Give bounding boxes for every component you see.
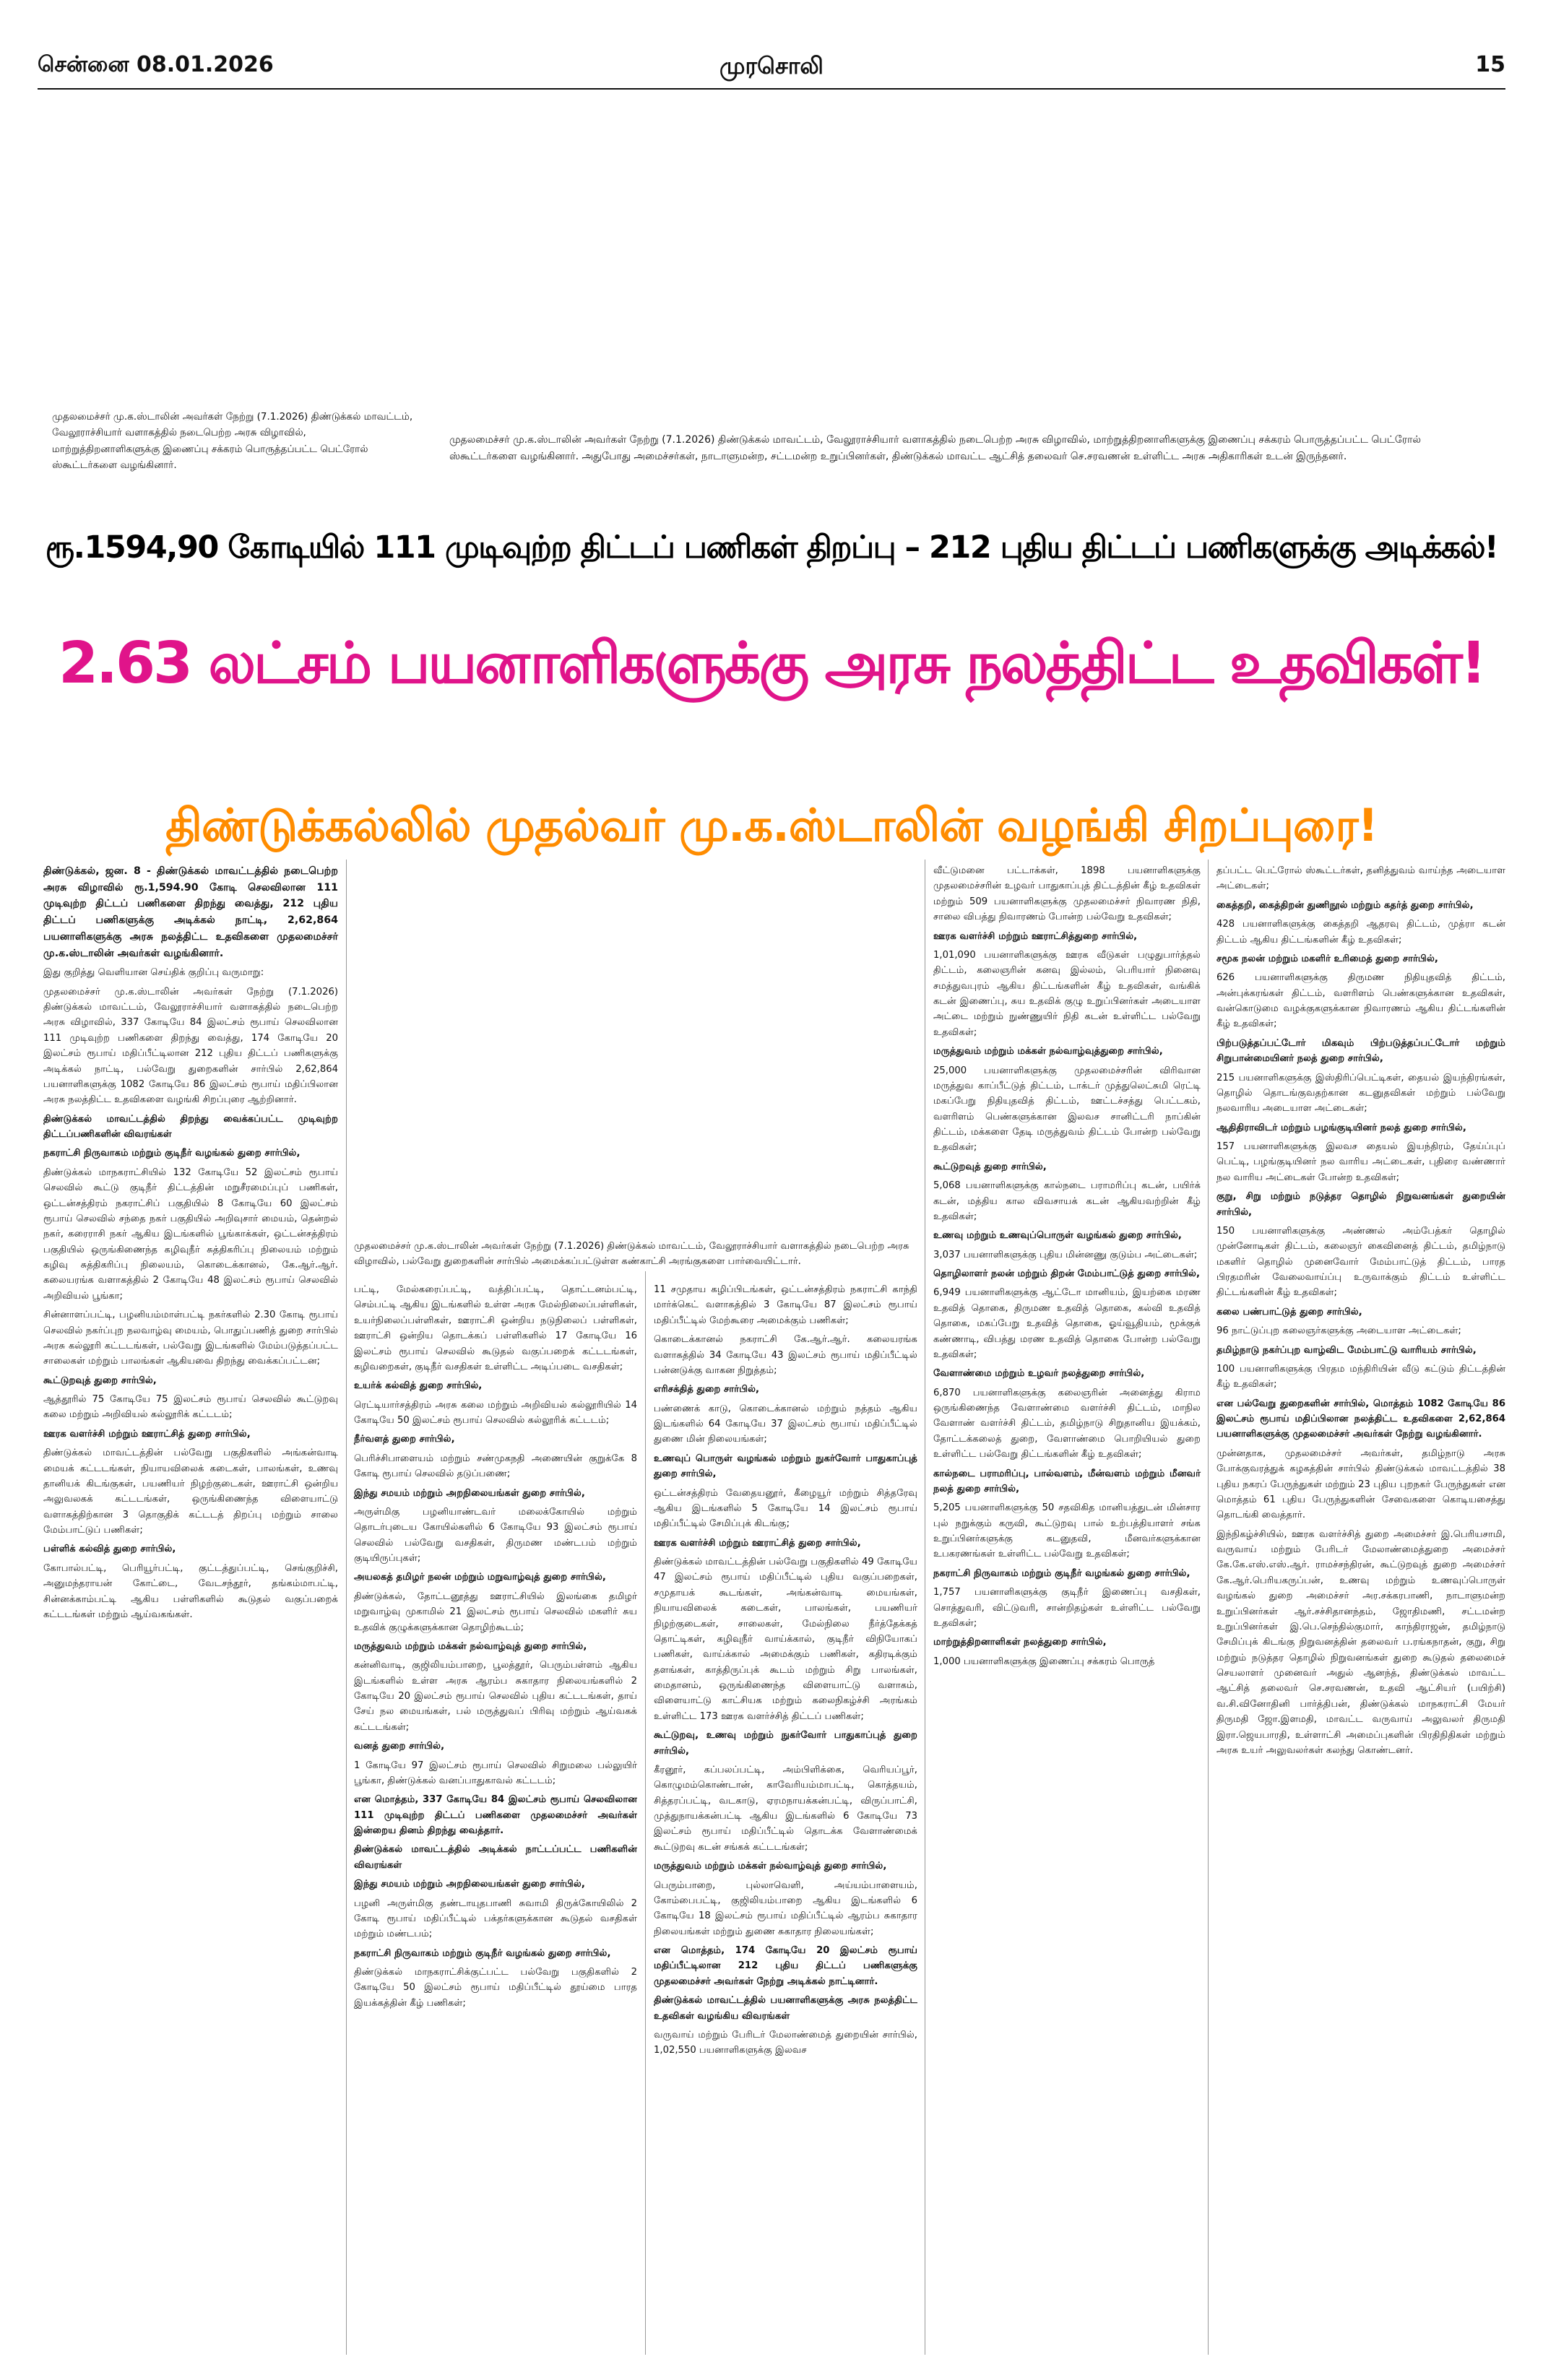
header-rule bbox=[38, 88, 1505, 90]
paragraph: அருள்மிகு பழனியாண்டவர் மலைக்கோயில் மற்றும் தொடர்புடைய கோயில்களில் 6 கோடியே 93 இலட்சம் ரூபாய் செலவில் பல்வேறு வசதிகள், திருமண மண்டபம் மற்றும் குடியிருப்புகள்; bbox=[354, 1506, 637, 1564]
paragraph: சின்னாளப்பட்டி, பழனியம்மாள்பட்டி நகர்களில் 2.30 கோடி ரூபாய் செலவில் நகர்ப்புற நலவாழ்வு மையம், பொதுப்பணித் துறை சார்பில் அரசு கல்லூரி கட்டடங்கள், பல்வேறு இடங்களில் மேம்படுத்தப்பட்ட சாலைகள் மற்றும் பாலங்கள் ஆகியவை திறந்து வைக்கப்பட்டன; bbox=[43, 1310, 338, 1367]
paragraph: திண்டுக்கல் மாவட்டத்தின் பல்வேறு பகுதிகளில் அங்கன்வாடி மையக் கட்டடங்கள், நியாயவிலைக் கடைகள், பாலங்கள், உணவு தானியக் கிடங்குகள், பயணியர் நிழற்குடைகள், ஊராட்சி ஒன்றிய அலுவலகக் கட்டடங்கள், ஒருங்கிணைந்த விளையாட்டு வளாகத்திற்கான 3 தொகுதிக் கட்டடத் திறப்பு மற்றும் சாலை மேம்பாட்டுப் பணிகள்; bbox=[43, 1448, 338, 1536]
summary-paragraph: என மொத்தம், 337 கோடியே 84 இலட்சம் ரூபாய் செலவிலான 111 முடிவுற்ற திட்டப் பணிகளை முதலமைச்சர் அவர்கள் இன்றைய தினம் திறந்து வைத்தார். bbox=[354, 1794, 637, 1836]
paragraph: கீரனூர், கப்பலப்பட்டி, அம்பிளிக்கை, வெரியப்பூர், கொழுமம்கொண்டான், காவேரியம்மாபட்டி, கொத்தயம், சித்தரப்பட்டி, வடகாடு, ஏரமநாயக்கன்பட்டி, விருப்பாட்சி, முத்துநாயக்கன்பட்டி ஆகிய இடங்களில் 6 கோடியே 73 இலட்சம் ரூபாய் மதிப்பீட்டில் தொடக்க வேளாண்மைக் கூட்டுறவு கடன் சங்கக் கட்டடங்கள்; bbox=[654, 1764, 917, 1853]
column-rule-2 bbox=[645, 1271, 646, 2355]
paragraph: பெரும்பாறை, புல்லாவெளி, அய்யம்பாளையம், கோம்பைபட்டி, குஜிலியம்பாறை ஆகிய இடங்களில் 6 கோடியே 18 இலட்சம் ரூபாய் மதிப்பீட்டில் ஆரம்ப சுகாதார நிலையங்கள் மற்றும் துணை சுகாதார நிலையங்கள்; bbox=[654, 1879, 917, 1937]
paragraph: 1,01,090 பயனாளிகளுக்கு ஊரக வீடுகள் பழுதுபார்த்தல் திட்டம், கலைஞரின் கனவு இல்லம், பெரியார் நினைவு சமத்துவபுரம் ஆகிய திட்டங்களின் கீழ் உதவிகள், வங்கிக் கடன் இணைப்பு, சுய உதவிக் குழு உறுப்பினர்கள் அடையாள அட்டை மற்றும் நுண்ணுயிர் நிதி கடன் உள்ளிட்ட பல்வேறு உதவிகள்; bbox=[933, 949, 1201, 1038]
section-heading: ஆதிதிராவிடர் மற்றும் பழங்குடியினர் நலத் துறை சார்பில், bbox=[1216, 1122, 1466, 1133]
photo-caption-middle: முதலமைச்சர் மு.க.ஸ்டாலின் அவர்கள் நேற்று (7.1.2026) திண்டுக்கல் மாவட்டம், வேலூராச்சியார் வளாகத்தில் நடைபெற்ற அரசு விழாவில், பல்வேறு துறைகளின் சார்பில் அமைக்கப்பட்டுள்ள கண்காட்சி அரங்குகளை பார்வையிட்டார். bbox=[354, 1241, 909, 1268]
newspaper-name: முரசொலி bbox=[719, 52, 824, 79]
section-heading: உயர்க் கல்வித் துறை சார்பில், bbox=[354, 1380, 483, 1392]
paragraph: வீட்டுமனை பட்டாக்கள், 1898 பயனாளிகளுக்கு முதலமைச்சரின் உழவர் பாதுகாப்புத் திட்டத்தின் கீழ் உதவிகள் மற்றும் 509 பயனாளிகளுக்கு முதலமைச்சர் நிவாரண நிதி, சாலை விபத்து நிவாரணம் போன்ற பல்வேறு உதவிகள்; bbox=[933, 865, 1201, 923]
section-heading: நகராட்சி நிருவாகம் மற்றும் குடிநீர் வழங்கல் துறை சார்பில், bbox=[354, 1947, 611, 1959]
section-heading: குறு, சிறு மற்றும் நடுத்தர தொழில் நிறுவனங்கள் துறையின் சார்பில், bbox=[1216, 1191, 1505, 1218]
paragraph: பண்ணைக் காடு, கொடைக்கானல் மற்றும் நத்தம் ஆகிய இடங்களில் 64 கோடியே 37 இலட்சம் ரூபாய் மதிப்பீட்டில் துணை மின் நிலையங்கள்; bbox=[654, 1403, 917, 1445]
paragraph: 6,949 பயனாளிகளுக்கு ஆட்டோ மானியம், இயற்கை மரண உதவித் தொகை, திருமண உதவித் தொகை, கல்வி உதவித் தொகை, மகப்பேறு உதவித் தொகை, ஓய்வூதியம், மூக்குக் கண்ணாடி, விபத்து மரண உதவித் தொகை போன்ற பல்வேறு உதவிகள்; bbox=[933, 1287, 1201, 1360]
section-heading: கலை பண்பாட்டுத் துறை சார்பில், bbox=[1216, 1306, 1362, 1317]
paragraph: 3,037 பயனாளிகளுக்கு புதிய மின்னணு குடும்ப அட்டைகள்; bbox=[933, 1249, 1198, 1260]
paragraph: 100 பயனாளிகளுக்கு பிரதம மந்திரியின் வீடு கட்டும் திட்டத்தின் கீழ் உதவிகள்; bbox=[1216, 1363, 1505, 1390]
section-heading: இந்து சமயம் மற்றும் அறநிலையங்கள் துறை சார்பில், bbox=[354, 1879, 585, 1890]
paragraph: ரெட்டியார்சத்திரம் அரசு கலை மற்றும் அறிவியல் கல்லூரியில் 14 கோடியே 50 இலட்சம் ரூபாய் செலவில் கல்லூரிக் கட்டடம்; bbox=[354, 1399, 637, 1426]
section-heading: உணவுப் பொருள் வழங்கல் மற்றும் நுகர்வோர் பாதுகாப்புத் துறை சார்பில், bbox=[654, 1453, 917, 1480]
paragraph: 1 கோடியே 97 இலட்சம் ரூபாய் செலவில் சிறுமலை பல்லுயிர் பூங்கா, திண்டுக்கல் வனப்பாதுகாவல் கட்டடம்; bbox=[354, 1760, 637, 1786]
section-heading: மாற்றுத்திறனாளிகள் நலத்துறை சார்பில், bbox=[933, 1637, 1107, 1648]
section-heading: அயலகத் தமிழர் நலன் மற்றும் மறுவாழ்வுத் துறை சார்பில், bbox=[354, 1572, 606, 1583]
article-column-2 bbox=[354, 1282, 637, 2015]
paragraph: பழனி அருள்மிகு தண்டாயுதபாணி சுவாமி திருக்கோயிலில் 2 கோடி ரூபாய் மதிப்பீட்டில் பக்தர்களுக்கான கூடுதல் வசதிகள் மற்றும் மண்டபம்; bbox=[354, 1897, 637, 1940]
section-heading: வனத் துறை சார்பில், bbox=[354, 1741, 445, 1752]
paragraph: திண்டுக்கல் மாவட்டத்தின் பல்வேறு பகுதிகளில் 49 கோடியே 47 இலட்சம் ரூபாய் மதிப்பீட்டில் புதிய வகுப்பறைகள், சமுதாயக் கூடங்கள், அங்கன்வாடி மையங்கள், நியாயவிலைக் கடைகள், பாலங்கள், பயணியர் நிழற்குடைகள், சாலைகள், மேல்நிலை நீர்த்தேக்கத் தொட்டிகள், கழிவுநீர் வாய்க்கால், குடிநீர் விநியோகப் பணிகள், வாய்க்கால் அமைக்கும் பணிகள், கதிரடிக்கும் தளங்கள், காத்திருப்புக் கூடம் மற்றும் சிறு பாலங்கள், மைதானம், ஒருங்கிணைந்த விளையாட்டு வளாகம், விளையாட்டு காட்சியக மற்றும் கலைநிகழ்ச்சி அரங்கம் உள்ளிட்ட 173 ஊரக வளர்ச்சித் திட்டப் பணிகள்; bbox=[654, 1557, 917, 1722]
paragraph: இது குறித்து வெளியான செய்திக் குறிப்பு வருமாறு: bbox=[43, 967, 264, 979]
paragraph: இந்நிகழ்ச்சியில், ஊரக வளர்ச்சித் துறை அமைச்சர் இ.பெரியசாமி, வருவாய் மற்றும் பேரிடர் மேலாண்மைத்துறை அமைச்சர் கே.கே.எஸ்.எஸ்.ஆர். ராமச்சந்திரன், கூட்டுறவுத் துறை அமைச்சர் கே.ஆர்.பெரியகருப்பன், உணவு மற்றும் உணவுப்பொருள் வழங்கல் துறை அமைச்சர் அர.சக்கரபாணி, நாடாளுமன்ற உறுப்பினர்கள் ஆர்.சச்சிதானந்தம், ஜோதிமணி, சட்டமன்ற உறுப்பினர்கள் இ.பெ.செந்தில்குமார், காந்திராஜன், தமிழ்நாடு சேமிப்புக் கிடங்கு நிறுவனத்தின் தலைவர் ப.ரங்கநாதன், குறு, சிறு மற்றும் நடுத்தர தொழில் நிறுவனங்கள் துறை கூடுதல் தலைமைச் செயலாளர் முனைவர் அதுல் ஆனந்த், திண்டுக்கல் மாவட்ட ஆட்சித் தலைவர் செ.சரவணன், உதவி ஆட்சியர் (பயிற்சி) வ.சி.வினோதினி பார்த்திபன், திண்டுக்கல் மாநகராட்சி மேயர் திருமதி ஜோ.இளமதி, மாவட்ட வருவாய் அலுவலர் திருமதி இரா.ஜெயபாரதி, உள்ளாட்சி அமைப்புகளின் பிரதிநிதிகள் மற்றும் அரசு உயர் அலுவலர்கள் கலந்து கொண்டனர். bbox=[1216, 1528, 1505, 1756]
photo-area bbox=[38, 101, 1505, 401]
paragraph: 215 பயனாளிகளுக்கு இஸ்திரிப்பெட்டிகள், தையல் இயந்திரங்கள், தொழில் தொடங்குவதற்கான கடனுதவிகள் மற்றும் பல்வேறு நலவாரிய அடையாள அட்டைகள்; bbox=[1216, 1072, 1505, 1115]
paragraph: 626 பயனாளிகளுக்கு திருமண நிதியுதவித் திட்டம், அன்புக்கரங்கள் திட்டம், வளரிளம் பெண்களுக்கான உதவிகள், வன்கொடுமை வழக்குகளுக்கான நிவாரணம் ஆகிய திட்டங்களின் கீழ் உதவிகள்; bbox=[1216, 972, 1505, 1030]
paragraph: கோபால்பட்டி, பெரியூர்பட்டி, குட்டத்துப்பட்டி, செங்குறிச்சி, அனுமந்தராயன் கோட்டை, வேடசந்தூர், தங்கம்மாபட்டி, சின்னக்காம்பட்டி ஆகிய பள்ளிகளில் கூடுதல் வகுப்பறைக் கட்டடங்கள் மற்றும் ஆய்வகங்கள். bbox=[43, 1562, 338, 1620]
column-rule-4 bbox=[1208, 860, 1209, 2355]
paragraph: பெரிச்சிபாளையம் மற்றும் சண்முகநதி அணையின் குறுக்கே 8 கோடி ரூபாய் செலவில் தடுப்பணை; bbox=[354, 1453, 637, 1480]
photo-caption-right: முதலமைச்சர் மு.க.ஸ்டாலின் அவர்கள் நேற்று (7.1.2026) திண்டுக்கல் மாவட்டம், வேலூராச்சியார் வளாகத்தில் நடைபெற்ற அரசு விழாவில், மாற்றுத்திறனாளிகளுக்கு இணைப்பு சக்கரம் பொருத்தப்பட்ட பெட்ரோல் ஸ்கூட்டர்களை வழங்கினார். அதுபோது அமைச்சர்கள், நாடாளுமன்ற, சட்டமன்ற உறுப்பினர்கள், திண்டுக்கல் மாவட்ட ஆட்சித் தலைவர் செ.சரவணன் உள்ளிட்ட அரசு அதிகாரிகள் உடன் இருந்தனர். bbox=[449, 434, 1422, 463]
paragraph: 1,000 பயனாளிகளுக்கு இணைப்பு சக்கரம் பொருத் bbox=[933, 1656, 1155, 1667]
section-heading: இந்து சமயம் மற்றும் அறநிலையங்கள் துறை சார்பில், bbox=[354, 1487, 585, 1499]
section-heading: கூட்டுறவு, உணவு மற்றும் நுகர்வோர் பாதுகாப்புத் துறை சார்பில், bbox=[654, 1730, 917, 1757]
paragraph: வருவாய் மற்றும் பேரிடர் மேலாண்மைத் துறையின் சார்பில், 1,02,550 பயனாளிகளுக்கு இலவச bbox=[654, 2029, 917, 2056]
column-rule-1 bbox=[346, 860, 347, 2355]
headline-pink: 2.63 லட்சம் பயனாளிகளுக்கு அரசு நலத்திட்ட உதவிகள்! bbox=[59, 630, 1484, 696]
page-number: 15 bbox=[1475, 52, 1505, 77]
section-heading: கூட்டுறவுத் துறை சார்பில், bbox=[933, 1161, 1047, 1172]
section-heading: மருத்துவம் மற்றும் மக்கள் நல்வாழ்வுத் துறை சார்பில், bbox=[354, 1640, 587, 1652]
paragraph: 150 பயனாளிகளுக்கு அண்ணல் அம்பேத்கர் தொழில் முன்னோடிகள் திட்டம், கலைஞர் கைவினைத் திட்டம், தமிழ்நாடு மகளிர் தொழில் முனைவோர் மேம்பாட்டுத் திட்டம், பாரத பிரதமரின் வேலைவாய்ப்பு உருவாக்கும் திட்டம் உள்ளிட்ட திட்டங்களின் கீழ் உதவிகள்; bbox=[1216, 1225, 1505, 1299]
paragraph: 5,068 பயனாளிகளுக்கு கால்நடை பராமரிப்பு கடன், பயிர்க் கடன், மத்திய கால விவசாயக் கடன் ஆகியவற்றின் கீழ் உதவிகள்; bbox=[933, 1180, 1201, 1222]
article-lead: திண்டுக்கல், ஜன. 8 - திண்டுக்கல் மாவட்டத்தில் நடைபெற்ற அரசு விழாவில் ரூ.1,594.90 கோடி செலவிலான 111 முடிவுற்ற திட்டப் பணிகளை திறந்து வைத்து, 212 புதிய திட்டப் பணிகளுக்கு அடிக்கல் நாட்டி, 2,62,864 பயனாளிகளுக்கு அரசு நலத்திட்ட உதவிகளை முதலமைச்சர் மு.க.ஸ்டாலின் அவர்கள் வழங்கினார். bbox=[43, 865, 338, 959]
paragraph: தப்பட்ட பெட்ரோல் ஸ்கூட்டர்கள், தனித்துவம் வாய்ந்த அடையாள அட்டைகள்; bbox=[1216, 865, 1505, 892]
paragraph: 1,757 பயனாளிகளுக்கு குடிநீர் இணைப்பு வசதிகள், சொத்துவரி, விட்டுவரி, சான்றிதழ்கள் உள்ளிட்ட பல்வேறு உதவிகள்; bbox=[933, 1587, 1201, 1629]
paragraph: திண்டுக்கல், தோட்டனூத்து ஊராட்சியில் இலங்கை தமிழர் மறுவாழ்வு முகாமில் 21 இலட்சம் ரூபாய் செலவில் மகளிர் சுய உதவிக் குழுக்களுக்கான தொழிற்கூடம்; bbox=[354, 1591, 637, 1633]
paragraph: முன்னதாக, முதலமைச்சர் அவர்கள், தமிழ்நாடு அரசு போக்குவரத்துக் கழகத்தின் சார்பில் திண்டுக்கல் மாவட்டத்தில் 38 புதிய நகரப் பேருந்துகள் மற்றும் 23 புதிய புறநகர் பேருந்துகள் என மொத்தம் 61 புதிய பேருந்துகளின் சேவைகளை கொடியசைத்து தொடங்கி வைத்தார். bbox=[1216, 1448, 1505, 1521]
headline-orange: திண்டுக்கல்லில் முதல்வர் மு.க.ஸ்டாலின் வழங்கி சிறப்புரை! bbox=[165, 799, 1378, 852]
section-heading: ஊரக வளர்ச்சி மற்றும் ஊராட்சித் துறை சார்பில், bbox=[654, 1537, 861, 1549]
paragraph: 6,870 பயனாளிகளுக்கு கலைஞரின் அனைத்து கிராம ஒருங்கிணைந்த வேளாண்மை வளர்ச்சி திட்டம், மாநில வேளாண் வளர்ச்சி திட்டம், தமிழ்நாடு சிறுதானிய இயக்கம், தோட்டக்கலைத் துறை, வேளாண்மை பொறியியல் துறை உள்ளிட்ட பல்வேறு திட்டங்களின் கீழ் உதவிகள்; bbox=[933, 1387, 1201, 1461]
section-heading: திண்டுக்கல் மாவட்டத்தில் பயனாளிகளுக்கு அரசு நலத்திட்ட உதவிகள் வழங்கிய விவரங்கள் bbox=[654, 1995, 917, 2022]
paragraph: 428 பயனாளிகளுக்கு கைத்தறி ஆதரவு திட்டம், முத்ரா கடன் திட்டம் ஆகிய திட்டங்களின் கீழ் உதவிகள்; bbox=[1216, 919, 1505, 945]
section-heading: மருத்துவம் மற்றும் மக்கள் நல்வாழ்வுத்துறை சார்பில், bbox=[933, 1046, 1163, 1057]
section-heading: தொழிலாளர் நலன் மற்றும் திறன் மேம்பாட்டுத் துறை சார்பில், bbox=[933, 1268, 1200, 1279]
paragraph: திண்டுக்கல் மாநகராட்சிக்குட்பட்ட பல்வேறு பகுதிகளில் 2 கோடியே 50 இலட்சம் ரூபாய் மதிப்பீட்டில் தூய்மை பாரத இயக்கத்தின் கீழ் பணிகள்; bbox=[354, 1967, 637, 2009]
section-heading: வேளாண்மை மற்றும் உழவர் நலத்துறை சார்பில், bbox=[933, 1368, 1145, 1380]
summary-paragraph: என மொத்தம், 174 கோடியே 20 இலட்சம் ரூபாய் மதிப்பீட்டிலான 212 புதிய திட்டப் பணிகளுக்கு முதலமைச்சர் அவர்கள் நேற்று அடிக்கல் நாட்டினார். bbox=[654, 1945, 917, 1987]
paragraph: 11 சமுதாய கழிப்பிடங்கள், ஒட்டன்சத்திரம் நகராட்சி காந்தி மார்க்கெட் வளாகத்தில் 3 கோடியே 87 இலட்சம் ரூபாய் மதிப்பீட்டில் மேற்கூரை அமைக்கும் பணிகள்; bbox=[654, 1284, 917, 1326]
paragraph: 96 நாட்டுப்புற கலைஞர்களுக்கு அடையாள அட்டைகள்; bbox=[1216, 1325, 1461, 1337]
section-heading: சமூக நலன் மற்றும் மகளிர் உரிமைத் துறை சார்பில், bbox=[1216, 953, 1438, 964]
summary-paragraph: என பல்வேறு துறைகளின் சார்பில், மொத்தம் 1082 கோடியே 86 இலட்சம் ரூபாய் மதிப்பிலான நலத்திட்ட உதவிகளை 2,62,864 பயனாளிகளுக்கு முதலமைச்சர் அவர்கள் நேற்று வழங்கினார். bbox=[1216, 1398, 1505, 1440]
paragraph: திண்டுக்கல் மாநகராட்சியில் 132 கோடியே 52 இலட்சம் ரூபாய் செலவில் கூட்டு குடிநீர் திட்டத்தின் மறுசீரமைப்புப் பணிகள், ஒட்டன்சத்திரம் நகராட்சிப் பகுதியில் 8 கோடியே 60 இலட்சம் ரூபாய் செலவில் சந்தை நகர் பகுதியில் அறிவுசார் மையம், தென்றல் நகர், கரைராசி நகர் ஆகிய இடங்களில் பூங்காக்கள், ஒட்டன்சத்திரம் பகுதியில் ஒருங்கிணைந்த கழிவுநீர் சுத்திகரிப்பு நிலையம் மற்றும் கழிவு சுத்திகரிப்பு நிலையம், கொடைக்கானல், கே.ஆர்.ஆர். கலையரங்க வளாகத்தில் 2 கோடியே 48 இலட்சம் ரூபாய் செலவில் அறிவியல் பூங்கா; bbox=[43, 1167, 338, 1302]
paragraph: ஆத்தூரில் 75 கோடியே 75 இலட்சம் ரூபாய் செலவில் கூட்டுறவு கலை மற்றும் அறிவியல் கல்லூரிக் கட்டடம்; bbox=[43, 1394, 338, 1421]
paragraph: கன்னிவாடி, குஜிலியம்பாறை, பூலத்தூர், பெரும்பள்ளம் ஆகிய இடங்களில் உள்ள அரசு ஆரம்ப சுகாதார நிலையங்களில் 2 கோடியே 20 இலட்சம் ரூபாய் செலவில் புதிய கட்டடங்கள், தாய் சேய் நல மையங்கள், பல் மருத்துவப் பிரிவு மற்றும் ஆய்வகக் கட்டடங்கள்; bbox=[354, 1660, 637, 1733]
paragraph: 157 பயனாளிகளுக்கு இலவச தையல் இயந்திரம், தேய்ப்புப் பெட்டி, பழங்குடியினர் நல வாரிய அட்டைகள், புதிரை வண்ணார் நல வாரிய அட்டைகள் போன்ற உதவிகள்; bbox=[1216, 1141, 1505, 1183]
section-heading: பிற்படுத்தப்பட்டோர் மிகவும் பிற்படுத்தப்பட்டோர் மற்றும் சிறுபான்மையினர் நலத் துறை சார்பில், bbox=[1216, 1037, 1505, 1065]
section-heading: உணவு மற்றும் உணவுப்பொருள் வழங்கல் துறை சார்பில், bbox=[933, 1230, 1182, 1242]
article-column-3 bbox=[654, 1282, 917, 2062]
paragraph: முதலமைச்சர் மு.க.ஸ்டாலின் அவர்கள் நேற்று (7.1.2026) திண்டுக்கல் மாவட்டம், வேலூராச்சியார் வளாகத்தில் நடைபெற்ற அரசு விழாவில், 337 கோடியே 84 இலட்சம் ரூபாய் செலவிலான 111 முடிவுற்ற பணிகளை திறந்து வைத்து, 174 கோடியே 20 இலட்சம் ரூபாய் மதிப்பீட்டிலான 212 புதிய திட்டப் பணிகளுக்கு அடிக்கல் நாட்டி, பல்வேறு துறைகளின் சார்பில் 2,62,864 பயனாளிகளுக்கு 1082 கோடியே 86 இலட்சம் ரூபாய் மதிப்பிலான அரசு நலத்திட்ட உதவிகளை வழங்கி சிறப்புரை ஆற்றினார். bbox=[43, 986, 338, 1106]
paragraph: 25,000 பயனாளிகளுக்கு முதலமைச்சரின் விரிவான மருத்துவ காப்பீட்டுத் திட்டம், டாக்டர் முத்துலெட்சுமி ரெட்டி மகப்பேறு நிதியுதவித் திட்டம், ஊட்டச்சத்து பெட்டகம், வளரிளம் பெண்களுக்கான இலவச சானிட்டரி நாப்கின் திட்டம், மக்களை தேடி மருத்துவம் திட்டம் போன்ற பல்வேறு உதவிகள்; bbox=[933, 1065, 1201, 1154]
section-heading: நீர்வளத் துறை சார்பில், bbox=[354, 1434, 455, 1445]
headline-main: ரூ.1594,90 கோடியில் 111 முடிவுற்ற திட்டப் பணிகள் திறப்பு – 212 புதிய திட்டப் பணிகளுக்கு அடிக்கல்! bbox=[45, 529, 1498, 566]
article-column-4 bbox=[933, 863, 1201, 1673]
section-heading: நகராட்சி நிருவாகம் மற்றும் குடிநீர் வழங்கல் துறை சார்பில், bbox=[933, 1567, 1190, 1579]
photo-caption-left: முதலமைச்சர் மு.க.ஸ்டாலின் அவர்கள் நேற்று (7.1.2026) திண்டுக்கல் மாவட்டம், வேலூராச்சியார் வளாகத்தில் நடைபெற்ற அரசு விழாவில், மாற்றுத்திறனாளிகளுக்கு இணைப்பு சக்கரம் பொருத்தப்பட்ட பெட்ரோல் ஸ்கூட்டர்களை வழங்கினார். bbox=[52, 411, 413, 471]
section-heading: ஊரக வளர்ச்சி மற்றும் ஊராட்சித் துறை சார்பில், bbox=[43, 1428, 251, 1440]
paragraph: பட்டி, மேல்கரைப்பட்டி, வத்திப்பட்டி, தொட்டனம்பட்டி, செம்பட்டி ஆகிய இடங்களில் உள்ள அரசு மேல்நிலைப்பள்ளிகள், உயர்நிலைப்பள்ளிகள், ஊராட்சி ஒன்றிய நடுநிலைப் பள்ளிகள், ஊராட்சி ஒன்றிய தொடக்கப் பள்ளிகளில் 17 கோடியே 16 இலட்சம் ரூபாய் செலவில் கூடுதல் வகுப்பறைக் கட்டடங்கள், கழிவறைகள், குடிநீர் வசதிகள் உள்ளிட்ட அடிப்படை வசதிகள்; bbox=[354, 1284, 637, 1372]
section-heading: கால்நடை பராமரிப்பு, பால்வளம், மீன்வளம் மற்றும் மீனவர் நலத் துறை சார்பில், bbox=[933, 1468, 1201, 1494]
paragraph: கொடைக்கானல் நகராட்சி கே.ஆர்.ஆர். கலையரங்க வளாகத்தில் 34 கோடியே 43 இலட்சம் ரூபாய் மதிப்பீட்டில் பன்னடுக்கு வாகன நிறுத்தம்; bbox=[654, 1334, 917, 1376]
section-heading: ஊரக வளர்ச்சி மற்றும் ஊராட்சித்துறை சார்பில், bbox=[933, 930, 1138, 942]
section-heading: திண்டுக்கல் மாவட்டத்தில் அடிக்கல் நாட்டப்பட்ட பணிகளின் விவரங்கள் bbox=[354, 1844, 637, 1871]
paragraph: 5,205 பயனாளிகளுக்கு 50 சதவிகித மானியத்துடன் மின்சார புல் நறுக்கும் கருவி, கூட்டுறவு பால் உற்பத்தியாளர் சங்க உறுப்பினர்களுக்கு கடனுதவி, மீனவர்களுக்கான உபகரணங்கள் உள்ளிட்ட பல்வேறு உதவிகள்; bbox=[933, 1502, 1201, 1560]
section-heading: தமிழ்நாடு நகர்ப்புற வாழ்விட மேம்பாட்டு வாரியம் சார்பில், bbox=[1216, 1344, 1477, 1356]
section-heading: கைத்தறி, கைத்திறன் துணிநூல் மற்றும் கதர்த் துறை சார்பில், bbox=[1216, 899, 1474, 911]
section-heading: பள்ளிக் கல்வித் துறை சார்பில், bbox=[43, 1544, 176, 1555]
section-heading: மருத்துவம் மற்றும் மக்கள் நல்வாழ்வுத் துறை சார்பில், bbox=[654, 1861, 887, 1872]
section-heading: எரிசக்தித் துறை சார்பில், bbox=[654, 1384, 760, 1395]
article-column-1 bbox=[43, 863, 338, 1626]
paragraph: ஒட்டன்சத்திரம் வேதையனூர், கீழையூர் மற்றும் சித்தரேவு ஆகிய இடங்களில் 5 கோடியே 14 இலட்சம் ரூபாய் மதிப்பீட்டில் சேமிப்புக் கிடங்கு; bbox=[654, 1487, 917, 1530]
date-line: சென்னை 08.01.2026 bbox=[38, 52, 274, 77]
section-heading: திண்டுக்கல் மாவட்டத்தில் திறந்து வைக்கப்பட்ட முடிவுற்ற திட்டப்பணிகளின் விவரங்கள் bbox=[43, 1113, 338, 1141]
article-column-5 bbox=[1216, 863, 1505, 1762]
section-heading: நகராட்சி நிருவாகம் மற்றும் குடிநீர் வழங்கல் துறை சார்பில், bbox=[43, 1148, 301, 1159]
section-heading: கூட்டுறவுத் துறை சார்பில், bbox=[43, 1375, 157, 1386]
